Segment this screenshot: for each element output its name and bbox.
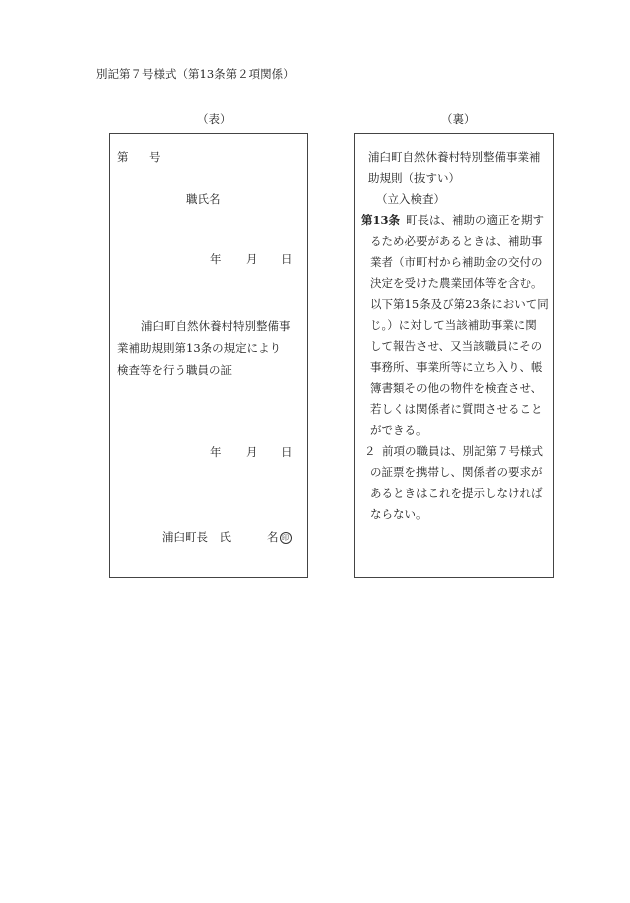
paragraph-line-4: ならない。 bbox=[370, 507, 428, 521]
section-heading: （立入検査） bbox=[376, 192, 445, 206]
position-name-label: 職氏名 bbox=[186, 192, 221, 206]
back-title-line-1: 浦臼町自然休養村特別整備事業補 bbox=[368, 150, 541, 164]
article-line-1: 町長は、補助の適正を期す bbox=[406, 213, 544, 227]
article-line-9: 簿書類その他の物件を検査させ、 bbox=[370, 381, 543, 395]
date-2-day: 日 bbox=[281, 445, 293, 459]
paragraph-line-2: の証票を携帯し、関係者の要求が bbox=[370, 465, 543, 479]
front-face-label: （表） bbox=[197, 112, 232, 126]
date-1-day: 日 bbox=[281, 252, 293, 266]
article-line-8: 事務所、事業所等に立ち入り、帳 bbox=[370, 360, 543, 374]
date-1-month: 月 bbox=[246, 252, 258, 266]
seal-mark-icon: 印 bbox=[280, 532, 292, 544]
article-line-2: るため必要があるときは、補助事 bbox=[370, 234, 543, 248]
article-number: 第13条 bbox=[361, 213, 401, 227]
issuer-name-label: 名 bbox=[267, 530, 279, 544]
paragraph-number: ２ bbox=[364, 444, 376, 458]
article-line-5: 以下第15条及び第23条において同 bbox=[370, 297, 549, 311]
certificate-text-line-1: 浦臼町自然休養村特別整備事 bbox=[141, 319, 291, 333]
certificate-front-card bbox=[109, 133, 308, 578]
form-heading: 別記第７号様式（第13条第２項関係） bbox=[96, 67, 295, 81]
article-line-7: して報告させ、又当該職員にその bbox=[370, 339, 543, 353]
certificate-text-line-2: 業補助規則第13条の規定により bbox=[117, 341, 282, 355]
paragraph-line-3: あるときはこれを提示しなければ bbox=[370, 486, 543, 500]
paragraph-line-1: 前項の職員は、別記第７号様式 bbox=[382, 444, 543, 458]
issuer-name-line bbox=[267, 530, 292, 544]
back-title-line-2: 助規則（抜すい） bbox=[368, 171, 460, 185]
article-line-4: 決定を受けた農業団体等を含む。 bbox=[370, 276, 543, 290]
number-suffix: 号 bbox=[149, 150, 161, 164]
article-line-6: じ。）に対して当該補助事業に関 bbox=[370, 318, 537, 332]
back-face-label: （裏） bbox=[441, 112, 476, 126]
article-line-10: 若しくは関係者に質問させること bbox=[370, 402, 543, 416]
issuer-label: 浦臼町長 氏 bbox=[162, 530, 231, 544]
certificate-back-card bbox=[354, 133, 554, 578]
number-prefix: 第 bbox=[117, 150, 129, 164]
date-2-month: 月 bbox=[246, 445, 258, 459]
date-2-year: 年 bbox=[210, 445, 222, 459]
certificate-text-line-3: 検査等を行う職員の証 bbox=[117, 363, 232, 377]
article-line-3: 業者（市町村から補助金の交付の bbox=[370, 255, 543, 269]
article-line-11: ができる。 bbox=[370, 423, 428, 437]
date-1-year: 年 bbox=[210, 252, 222, 266]
